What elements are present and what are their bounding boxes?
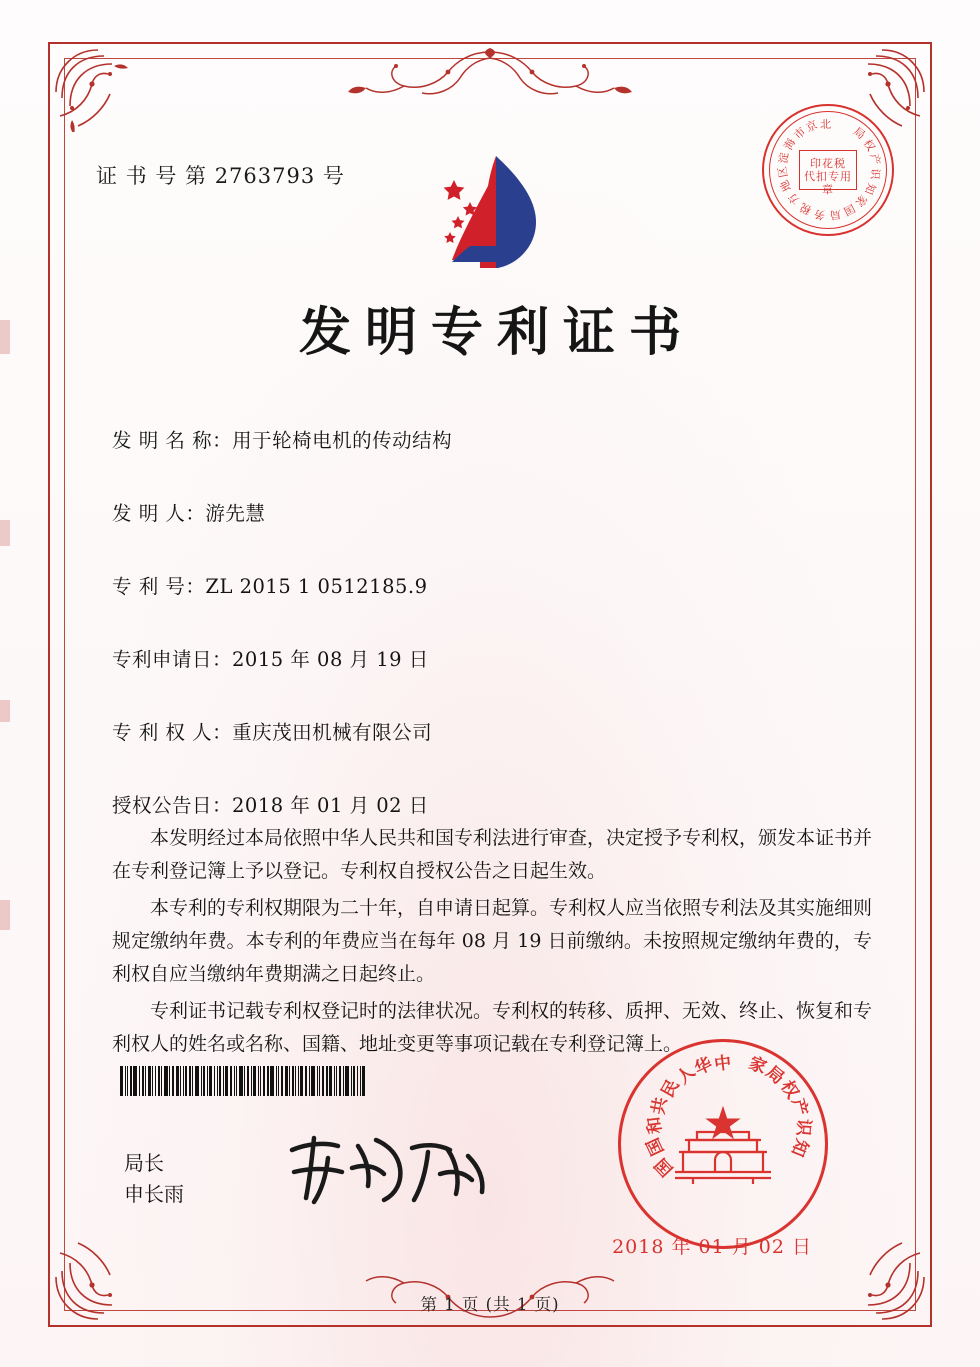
scan-artifact xyxy=(0,700,10,722)
field-value: 2018 年 01 月 02 日 xyxy=(232,794,429,817)
field-value: ZL 2015 1 0512185.9 xyxy=(205,575,428,598)
tax-stamp-seal xyxy=(762,104,894,236)
field-label: 授权公告日： xyxy=(112,794,233,817)
barcode xyxy=(120,1066,382,1096)
seal-date: 2018 年 01 月 02 日 xyxy=(612,1236,812,1258)
cnipa-emblem-icon xyxy=(410,150,570,275)
field-row-patentee xyxy=(112,717,868,790)
national-seal: 中 华 人 民 共 和 国 国 局 权 产 识 知 家 ★ xyxy=(618,1039,828,1249)
body-text xyxy=(112,822,872,1065)
field-value: 2015 年 08 月 19 日 xyxy=(232,648,429,671)
top-flourish-ornament-icon xyxy=(280,46,700,102)
seal-star-icon: ★ xyxy=(702,1096,744,1150)
body-paragraph-1: 本发明经过本局依照中华人民共和国专利法进行审查，决定授予专利权，颁发本证书并在专利登记簿上予以登记。专利权自授权公告之日起生效。 xyxy=(112,827,873,882)
seal-center-text: 印花税 代扣专用章 xyxy=(799,150,857,190)
field-value: 用于轮椅电机的传动结构 xyxy=(232,429,453,452)
field-label: 专 利 权 人： xyxy=(112,721,233,744)
seal-outer-text: 北 京 市 海 淀 区 地 方 税 务 局 国 家 知 识 产 权 局 xyxy=(775,117,883,222)
director-title-label: 局长 xyxy=(124,1151,164,1175)
page-title: 发明专利证书 xyxy=(298,302,695,363)
certificate-number: 证 书 号 第 2763793 号 xyxy=(96,164,345,188)
handwritten-signature-icon xyxy=(280,1128,500,1214)
director-name: 申长雨 xyxy=(124,1182,184,1206)
body-paragraph-2: 本专利的专利权期限为二十年，自申请日起算。专利权人应当依照专利法及其实施细则规定缴纳年费。本专利的年费应当在每年 08 月 19 日前缴纳。未按照规定缴纳年费的，专利权自应当缴纳年费期满之日起终止。 xyxy=(112,897,873,985)
field-row-patent-number xyxy=(112,571,868,644)
field-label: 专 利 号： xyxy=(112,575,206,598)
field-row-application-date xyxy=(112,644,868,717)
field-label: 专利申请日： xyxy=(112,648,233,671)
field-row-inventor xyxy=(112,498,868,571)
scan-artifact xyxy=(0,900,10,930)
scan-artifact xyxy=(0,520,10,546)
field-label: 发 明 人： xyxy=(112,502,206,525)
tiananmen-icon xyxy=(663,1108,783,1188)
field-value: 重庆茂田机械有限公司 xyxy=(232,721,433,744)
page-footer: 第 1 页 (共 1 页) xyxy=(420,1295,560,1314)
field-value: 游先慧 xyxy=(205,502,266,525)
field-list xyxy=(112,425,868,863)
body-paragraph-3: 专利证书记载专利权登记时的法律状况。专利权的转移、质押、无效、终止、恢复和专利权人的姓名或名称、国籍、地址变更等事项记载在专利登记簿上。 xyxy=(112,1000,873,1055)
field-row-invention-name xyxy=(112,425,868,498)
field-label: 发 明 名 称： xyxy=(112,429,233,452)
signature-block xyxy=(124,1148,184,1210)
